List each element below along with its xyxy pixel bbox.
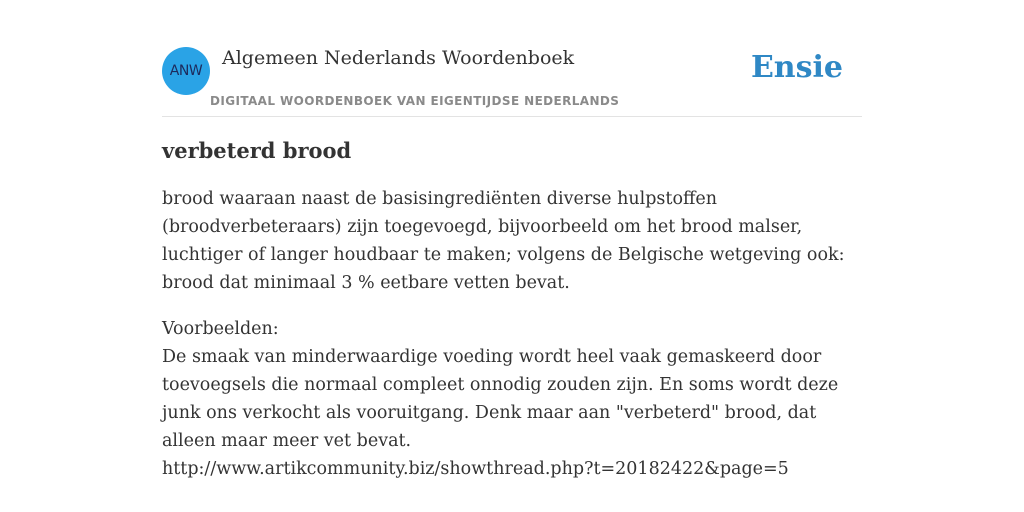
entry-definition: brood waaraan naast de basisingrediënten diverse hulpstoffen (broodverbeteraars) zijn toegevoegd, bijvoorbeeld om het brood malser, luchtiger of langer houdbaar te maken; volgens de Belgische wetgeving ook: brood dat minimaal 3 % eetbare vetten bevat. — [162, 189, 845, 293]
site-header — [162, 44, 862, 117]
dictionary-subtitle: DIGITAAL WOORDENBOEK VAN EIGENTIJDSE NEDERLANDS — [210, 94, 620, 108]
anw-logo[interactable]: ANW — [162, 47, 210, 95]
entry-term: verbeterd brood — [162, 138, 352, 163]
examples-label: Voorbeelden: — [162, 319, 279, 339]
example-source: http://www.artikcommunity.biz/showthread.php?t=20182422&page=5 — [162, 459, 789, 479]
examples-section — [162, 315, 872, 483]
ensie-brand-logo[interactable]: Ensie — [750, 50, 843, 85]
entry-content — [162, 138, 872, 483]
example-text: De smaak van minderwaardige voeding wordt heel vaak gemaskeerd door toevoegsels die normaal compleet onnodig zouden zijn. En soms wordt deze junk ons verkocht als vooruitgang. Denk maar aan "verbeterd" brood, dat alleen maar meer vet bevat. — [162, 347, 839, 451]
dictionary-title[interactable]: Algemeen Nederlands Woordenboek — [222, 47, 575, 69]
